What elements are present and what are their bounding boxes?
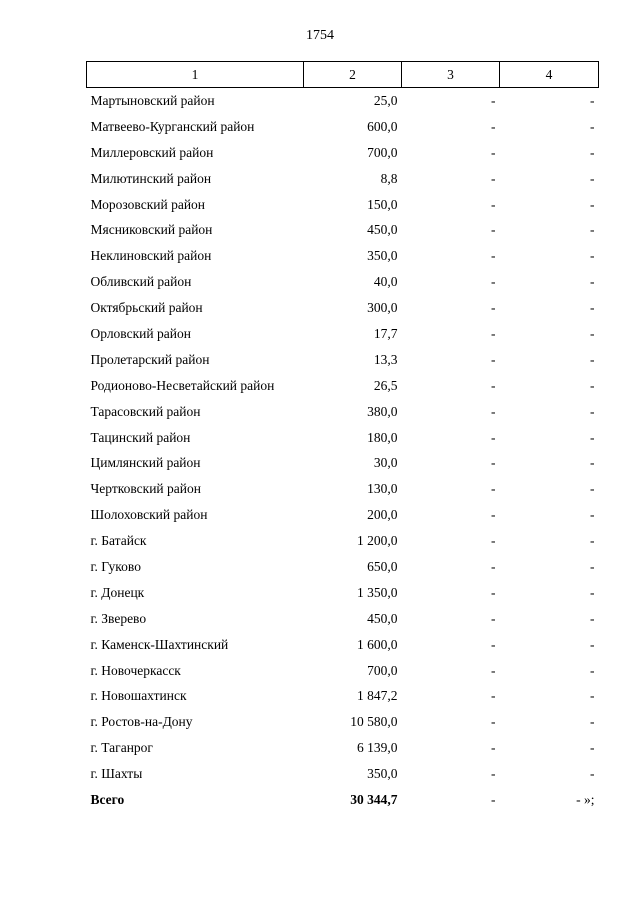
row-col-3: - xyxy=(491,403,496,419)
row-name: Пролетарский район xyxy=(90,351,210,367)
table-row xyxy=(87,502,599,528)
table-row xyxy=(87,140,599,166)
row-amount: 1 200,0 xyxy=(357,533,398,549)
row-amount: 1 847,2 xyxy=(357,688,398,704)
row-col-3: - xyxy=(491,351,496,367)
row-col-4: - xyxy=(590,766,595,782)
row-col-3: - xyxy=(491,248,496,264)
row-col-4: - xyxy=(590,351,595,367)
total-value: 30 344,7 xyxy=(350,791,398,807)
row-col-4: - xyxy=(590,584,595,600)
row-name: Родионово-Несветайский район xyxy=(90,377,275,393)
row-amount: 200,0 xyxy=(367,507,398,523)
row-amount: 10 580,0 xyxy=(350,714,398,730)
row-col-4: - xyxy=(590,429,595,445)
row-amount: 380,0 xyxy=(367,403,398,419)
table-row xyxy=(87,217,599,243)
table-header xyxy=(87,62,599,88)
row-col-3: - xyxy=(491,507,496,523)
row-name: г. Гуково xyxy=(90,558,141,574)
row-amount: 1 600,0 xyxy=(357,636,398,652)
table-row xyxy=(87,192,599,218)
row-col-4: - xyxy=(590,377,595,393)
page-number: 1754 xyxy=(306,28,334,43)
row-amount: 450,0 xyxy=(367,222,398,238)
row-amount: 25,0 xyxy=(373,92,398,108)
table-row xyxy=(87,709,599,735)
row-col-4: - xyxy=(590,740,595,756)
table-row xyxy=(87,347,599,373)
table-row xyxy=(87,166,599,192)
row-col-4: - xyxy=(590,144,595,160)
row-col-3: - xyxy=(491,325,496,341)
row-name: Неклиновский район xyxy=(90,248,212,264)
row-name: г. Новошахтинск xyxy=(90,688,187,704)
table-row xyxy=(87,88,599,114)
row-col-4: - xyxy=(590,507,595,523)
row-col-4: - xyxy=(590,714,595,730)
row-col-3: - xyxy=(491,144,496,160)
row-name: г. Зверево xyxy=(90,610,147,626)
row-col-3: - xyxy=(491,766,496,782)
row-amount: 150,0 xyxy=(367,196,398,212)
row-name: г. Таганрог xyxy=(90,740,153,756)
row-amount: 26,5 xyxy=(373,377,398,393)
header-col-2: 2 xyxy=(304,62,402,88)
table-row xyxy=(87,658,599,684)
row-name: Тарасовский район xyxy=(90,403,201,419)
row-amount: 700,0 xyxy=(367,662,398,678)
row-amount: 650,0 xyxy=(367,558,398,574)
total-col-4: - »; xyxy=(576,791,595,807)
row-name: Матвеево-Курганский район xyxy=(90,118,255,134)
row-amount: 130,0 xyxy=(367,481,398,497)
row-col-4: - xyxy=(590,325,595,341)
table-row xyxy=(87,554,599,580)
row-col-4: - xyxy=(590,662,595,678)
row-amount: 350,0 xyxy=(367,248,398,264)
table-row xyxy=(87,295,599,321)
row-name: Октябрьский район xyxy=(90,300,203,316)
row-col-3: - xyxy=(491,429,496,445)
row-amount: 40,0 xyxy=(373,274,398,290)
header-col-3: 3 xyxy=(402,62,500,88)
table-row xyxy=(87,632,599,658)
row-name: Орловский район xyxy=(90,325,191,341)
row-amount: 6 139,0 xyxy=(357,740,398,756)
row-col-3: - xyxy=(491,636,496,652)
row-name: Цимлянский район xyxy=(90,455,201,471)
row-name: Тацинский район xyxy=(90,429,191,445)
row-col-3: - xyxy=(491,377,496,393)
total-label: Всего xyxy=(90,791,125,807)
row-name: Мясниковский район xyxy=(90,222,213,238)
table-row xyxy=(87,114,599,140)
row-col-4: - xyxy=(590,92,595,108)
row-col-3: - xyxy=(491,662,496,678)
row-col-4: - xyxy=(590,636,595,652)
table-row xyxy=(87,735,599,761)
row-col-3: - xyxy=(491,740,496,756)
row-col-3: - xyxy=(491,222,496,238)
total-col-3: - xyxy=(491,791,496,807)
row-name: г. Шахты xyxy=(90,766,143,782)
table-row xyxy=(87,399,599,425)
row-amount: 350,0 xyxy=(367,766,398,782)
row-col-4: - xyxy=(590,533,595,549)
row-col-4: - xyxy=(590,403,595,419)
row-col-3: - xyxy=(491,92,496,108)
row-col-4: - xyxy=(590,455,595,471)
row-col-3: - xyxy=(491,170,496,186)
row-col-4: - xyxy=(590,170,595,186)
row-name: г. Донецк xyxy=(90,584,145,600)
row-amount: 1 350,0 xyxy=(357,584,398,600)
row-col-4: - xyxy=(590,300,595,316)
table-row xyxy=(87,528,599,554)
row-col-4: - xyxy=(590,274,595,290)
table-row xyxy=(87,373,599,399)
row-col-3: - xyxy=(491,610,496,626)
row-amount: 13,3 xyxy=(373,351,398,367)
row-col-3: - xyxy=(491,533,496,549)
row-amount: 450,0 xyxy=(367,610,398,626)
row-col-4: - xyxy=(590,248,595,264)
row-col-3: - xyxy=(491,714,496,730)
table-row xyxy=(87,321,599,347)
row-col-3: - xyxy=(491,118,496,134)
table-row xyxy=(87,580,599,606)
row-name: Шолоховский район xyxy=(90,507,208,523)
row-col-4: - xyxy=(590,118,595,134)
row-col-3: - xyxy=(491,481,496,497)
row-name: Морозовский район xyxy=(90,196,206,212)
row-col-3: - xyxy=(491,455,496,471)
row-name: г. Ростов-на-Дону xyxy=(90,714,193,730)
row-name: г. Батайск xyxy=(90,533,147,549)
table-row xyxy=(87,425,599,451)
row-col-4: - xyxy=(590,196,595,212)
table-row xyxy=(87,476,599,502)
row-col-4: - xyxy=(590,688,595,704)
table-row xyxy=(87,243,599,269)
header-col-1: 1 xyxy=(87,62,304,88)
row-amount: 8,8 xyxy=(380,170,398,186)
row-amount: 180,0 xyxy=(367,429,398,445)
table-row xyxy=(87,683,599,709)
budget-table xyxy=(86,61,599,813)
row-name: Миллеровский район xyxy=(90,144,214,160)
row-name: Обливский район xyxy=(90,274,192,290)
row-amount: 700,0 xyxy=(367,144,398,160)
table-row xyxy=(87,606,599,632)
row-col-3: - xyxy=(491,274,496,290)
row-col-3: - xyxy=(491,688,496,704)
row-name: Чертковский район xyxy=(90,481,201,497)
row-col-3: - xyxy=(491,584,496,600)
total-row xyxy=(87,787,599,813)
row-name: Мартыновский район xyxy=(90,92,215,108)
row-col-3: - xyxy=(491,196,496,212)
row-col-3: - xyxy=(491,300,496,316)
table-row xyxy=(87,269,599,295)
table-row xyxy=(87,450,599,476)
row-name: г. Каменск-Шахтинский xyxy=(90,636,229,652)
row-amount: 17,7 xyxy=(373,325,398,341)
header-col-4: 4 xyxy=(500,62,599,88)
row-name: Милютинский район xyxy=(90,170,212,186)
row-name: г. Новочеркасск xyxy=(90,662,181,678)
row-col-4: - xyxy=(590,481,595,497)
row-col-3: - xyxy=(491,558,496,574)
row-col-4: - xyxy=(590,222,595,238)
row-col-4: - xyxy=(590,610,595,626)
row-amount: 600,0 xyxy=(367,118,398,134)
table-body xyxy=(87,88,599,813)
table-row xyxy=(87,761,599,787)
row-amount: 30,0 xyxy=(373,455,398,471)
row-col-4: - xyxy=(590,558,595,574)
row-amount: 300,0 xyxy=(367,300,398,316)
